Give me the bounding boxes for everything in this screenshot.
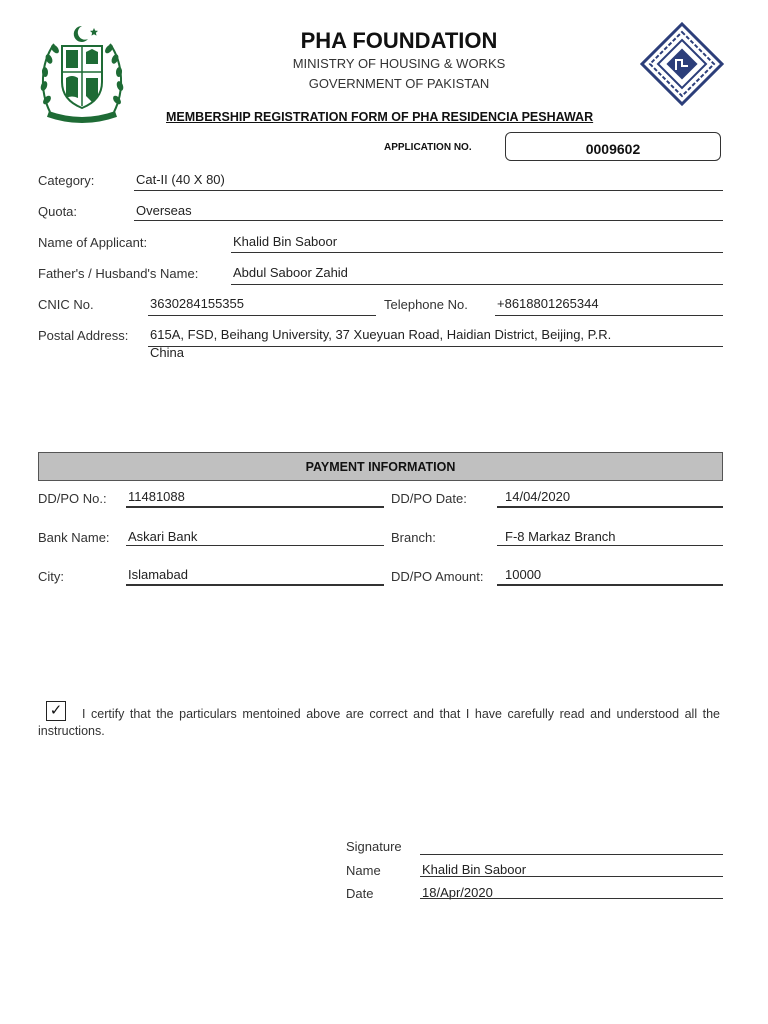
category-value: Cat-II (40 X 80) xyxy=(136,172,225,187)
applicant-name-underline xyxy=(231,252,723,253)
signature-date-underline xyxy=(420,898,723,899)
branch-label: Branch: xyxy=(391,530,436,545)
cnic-label: CNIC No. xyxy=(38,297,94,312)
category-label: Category: xyxy=(38,173,95,188)
government-name: GOVERNMENT OF PAKISTAN xyxy=(308,76,490,91)
ddpo-number-underline xyxy=(126,506,384,508)
ddpo-amount-value: 10000 xyxy=(505,567,542,582)
application-number-value: 0009602 xyxy=(585,141,641,157)
quota-label: Quota: xyxy=(38,204,78,219)
signature-date-value: 18/Apr/2020 xyxy=(422,885,493,900)
signature-underline xyxy=(420,854,723,855)
signature-date-label: Date xyxy=(346,886,374,901)
telephone-label: Telephone No. xyxy=(384,297,468,312)
certification-text: I certify that the particulars mentoined above are correct and that I have carefully read and understood all the instructions. xyxy=(38,707,720,738)
ddpo-date-value: 14/04/2020 xyxy=(505,489,571,504)
branch-value: F-8 Markaz Branch xyxy=(505,529,616,544)
certification-checkbox[interactable] xyxy=(46,701,66,721)
category-underline xyxy=(134,190,723,191)
organization-name: PHA FOUNDATION xyxy=(300,28,498,53)
signature-name-label: Name xyxy=(346,863,381,878)
city-label: City: xyxy=(38,569,64,584)
city-value: Islamabad xyxy=(128,567,188,582)
ddpo-number-value: 11481088 xyxy=(128,489,185,504)
applicant-name-value: Khalid Bin Saboor xyxy=(233,234,338,249)
form-title: MEMBERSHIP REGISTRATION FORM OF PHA RESIDENCIA PESHAWAR xyxy=(166,110,594,124)
cnic-underline xyxy=(148,315,376,316)
postal-address-label: Postal Address: xyxy=(38,328,129,343)
father-name-value: Abdul Saboor Zahid xyxy=(233,265,348,280)
city-underline xyxy=(126,584,384,586)
bank-name-label: Bank Name: xyxy=(38,530,110,545)
signature-label: Signature xyxy=(346,839,402,854)
checkmark-icon: ✓ xyxy=(49,702,63,719)
signature-name-value: Khalid Bin Saboor xyxy=(422,862,527,877)
ddpo-amount-underline xyxy=(497,584,723,586)
ddpo-number-label: DD/PO No.: xyxy=(38,491,107,506)
bank-name-value: Askari Bank xyxy=(128,529,198,544)
bank-name-underline xyxy=(126,545,384,546)
postal-address-line2: China xyxy=(150,345,184,360)
branch-underline xyxy=(497,545,723,546)
applicant-name-label: Name of Applicant: xyxy=(38,235,148,250)
postal-address-line1: 615A, FSD, Beihang University, 37 Xueyuan Road, Haidian District, Beijing, P.R. xyxy=(150,327,612,342)
ministry-name: MINISTRY OF HOUSING & WORKS xyxy=(292,56,506,71)
cnic-value: 3630284155355 xyxy=(150,296,244,311)
signature-name-underline xyxy=(420,876,723,877)
telephone-underline xyxy=(495,315,723,316)
ddpo-amount-label: DD/PO Amount: xyxy=(391,569,484,584)
ddpo-date-label: DD/PO Date: xyxy=(391,491,467,506)
payment-section-title: PAYMENT INFORMATION xyxy=(305,460,456,474)
telephone-value: +8618801265344 xyxy=(497,296,599,311)
quota-value: Overseas xyxy=(136,203,192,218)
ddpo-date-underline xyxy=(497,506,723,508)
quota-underline xyxy=(134,220,723,221)
application-number-label: APPLICATION NO. xyxy=(384,142,472,153)
father-name-label: Father's / Husband's Name: xyxy=(38,266,199,281)
postal-address-underline xyxy=(148,346,723,347)
father-name-underline xyxy=(231,284,723,285)
